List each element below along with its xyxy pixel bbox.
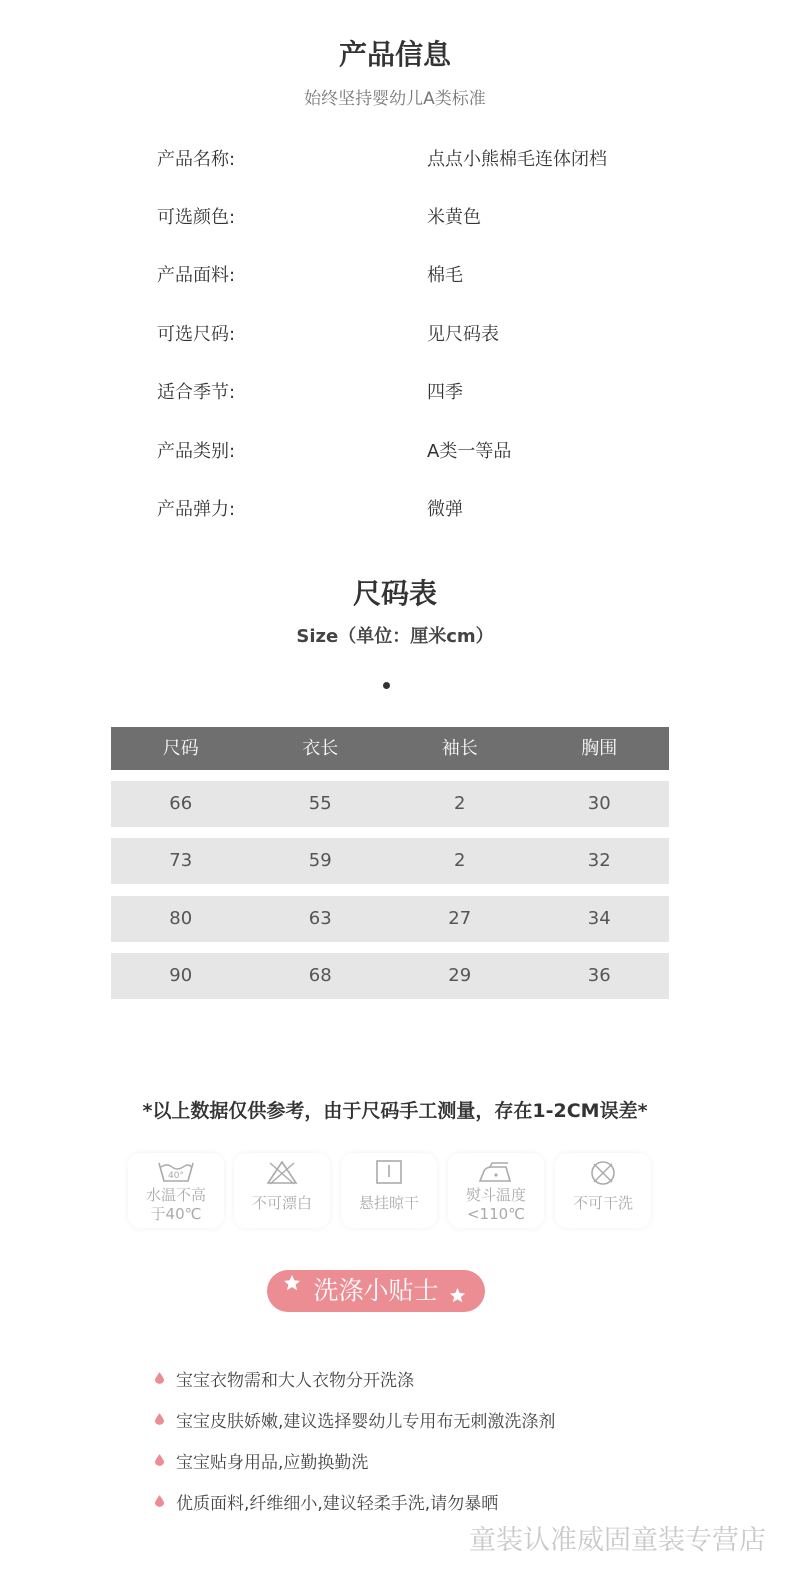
cell-sleeve: 27 [448, 908, 472, 929]
care-label: 水温不高 [145, 1186, 206, 1204]
cell-size: 73 [169, 850, 193, 871]
washing-tips-banner [267, 1270, 485, 1312]
info-value: 点点小熊棉毛连体闭档 [427, 149, 607, 170]
star-icon [449, 1287, 466, 1304]
washing-tips-title: 洗涤小贴士 [313, 1276, 439, 1305]
tip-text: 宝宝衣物需和大人衣物分开洗涤 [176, 1371, 414, 1391]
info-key: 产品名称: [157, 149, 236, 170]
info-key: 可选尺码: [157, 324, 236, 345]
cell-length: 59 [308, 850, 332, 871]
info-row-name [157, 145, 717, 175]
info-key: 产品类别: [157, 441, 236, 462]
info-key: 产品面料: [157, 265, 236, 286]
cell-length: 55 [308, 793, 332, 814]
care-label-2: 于40℃ [150, 1205, 202, 1223]
drop-icon [155, 1454, 164, 1466]
info-value: 棉毛 [427, 265, 463, 286]
care-item-no-bleach [234, 1153, 330, 1228]
divider-dot [383, 682, 390, 689]
info-key: 适合季节: [157, 382, 236, 403]
care-item-iron [448, 1153, 544, 1228]
care-item-line-dry [341, 1153, 437, 1228]
cell-size: 90 [169, 965, 193, 986]
info-value: A类一等品 [427, 441, 512, 462]
wash-40-icon [156, 1159, 196, 1185]
info-row-size [157, 320, 717, 350]
care-label: 熨斗温度 [465, 1186, 526, 1204]
care-label: 不可漂白 [251, 1194, 312, 1212]
table-row [111, 781, 669, 827]
info-row-color [157, 203, 717, 233]
iron-icon [476, 1159, 516, 1185]
header-chest: 胸围 [581, 738, 618, 759]
cell-chest: 32 [587, 850, 611, 871]
size-chart-title: 尺码表 [352, 577, 437, 610]
cell-sleeve: 2 [454, 850, 466, 871]
cell-chest: 30 [587, 793, 611, 814]
tip-text: 宝宝贴身用品,应勤换勤洗 [176, 1453, 369, 1473]
care-item-no-dry-clean [555, 1153, 651, 1228]
table-row [111, 953, 669, 999]
drop-icon [155, 1495, 164, 1507]
line-dry-icon [369, 1159, 409, 1185]
no-bleach-icon [262, 1159, 302, 1185]
cell-size: 80 [169, 908, 193, 929]
store-watermark: 童装认准威固童装专营店 [469, 1525, 766, 1556]
info-row-elasticity [157, 495, 717, 525]
no-dry-clean-icon [583, 1159, 623, 1185]
header-size: 尺码 [162, 738, 199, 759]
header-sleeve: 袖长 [441, 738, 478, 759]
info-key: 产品弹力: [157, 499, 236, 520]
info-row-fabric [157, 261, 717, 291]
info-row-season [157, 378, 717, 408]
cell-chest: 34 [587, 908, 611, 929]
info-row-category [157, 437, 717, 467]
care-label: 悬挂晾干 [358, 1194, 419, 1212]
table-row [111, 838, 669, 884]
cell-sleeve: 2 [454, 793, 466, 814]
info-value: 微弹 [427, 499, 463, 520]
table-row [111, 896, 669, 942]
header-length: 衣长 [302, 738, 339, 759]
drop-icon [155, 1372, 164, 1384]
cell-chest: 36 [587, 965, 611, 986]
care-label: 不可干洗 [572, 1194, 633, 1212]
info-value: 米黄色 [427, 207, 481, 228]
tip-text: 优质面料,纤维细小,建议轻柔手洗,请勿暴晒 [176, 1494, 499, 1514]
product-info-subtitle: 始终坚持婴幼儿A类标准 [304, 89, 486, 109]
drop-icon [155, 1413, 164, 1425]
cell-sleeve: 29 [448, 965, 472, 986]
cell-length: 68 [308, 965, 332, 986]
info-key: 可选颜色: [157, 207, 236, 228]
wash-temp-badge: 40° [168, 1171, 184, 1181]
info-value: 见尺码表 [427, 324, 499, 345]
size-table-header [111, 727, 669, 770]
product-info-title: 产品信息 [338, 38, 451, 71]
cell-length: 63 [308, 908, 332, 929]
measurement-note: *以上数据仅供参考，由于尺码手工测量，存在1-2CM误差* [142, 1100, 648, 1122]
tip-text: 宝宝皮肤娇嫩,建议选择婴幼儿专用布无刺激洗涤剂 [176, 1412, 556, 1432]
size-chart-subtitle: Size（单位：厘米cm） [296, 626, 494, 647]
care-item-wash [128, 1153, 224, 1228]
cell-size: 66 [169, 793, 193, 814]
care-label-2: <110℃ [466, 1205, 526, 1223]
info-value: 四季 [427, 382, 463, 403]
